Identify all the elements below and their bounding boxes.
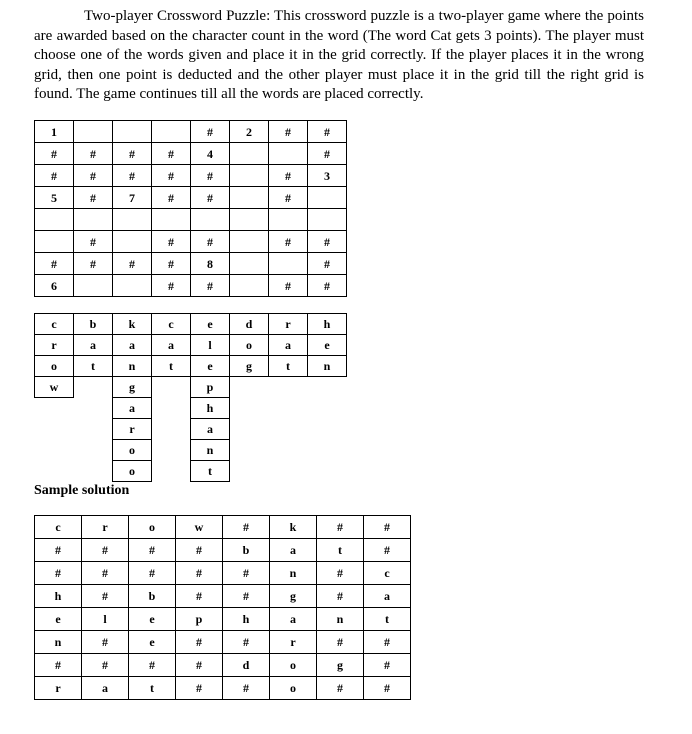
grid-cell: # xyxy=(317,631,364,654)
grid-cell: e xyxy=(129,631,176,654)
grid-row xyxy=(35,231,347,253)
grid-cell: # xyxy=(152,253,191,275)
grid-cell: # xyxy=(223,516,270,539)
sample-solution-label: Sample solution xyxy=(34,483,130,498)
grid-cell: # xyxy=(364,654,411,677)
grid-empty-space xyxy=(269,461,308,482)
grid-cell: 1 xyxy=(35,121,74,143)
grid-cell: n xyxy=(113,356,152,377)
grid-cell: # xyxy=(129,539,176,562)
grid-cell: # xyxy=(82,631,129,654)
grid-cell: o xyxy=(129,516,176,539)
grid-cell: # xyxy=(269,121,308,143)
grid-cell: # xyxy=(113,253,152,275)
grid-cell: # xyxy=(152,187,191,209)
grid-cell: # xyxy=(152,143,191,165)
grid-empty-space xyxy=(35,461,74,482)
grid-cell: r xyxy=(82,516,129,539)
grid-cell: # xyxy=(82,539,129,562)
grid-cell: # xyxy=(152,275,191,297)
grid-cell: a xyxy=(364,585,411,608)
grid-cell: g xyxy=(230,356,269,377)
grid-cell: # xyxy=(364,539,411,562)
grid-cell: t xyxy=(317,539,364,562)
puzzle-grid xyxy=(34,120,347,297)
grid-cell: # xyxy=(191,121,230,143)
grid-cell xyxy=(152,209,191,231)
grid-cell: b xyxy=(129,585,176,608)
grid-empty-space xyxy=(152,461,191,482)
grid-cell: # xyxy=(308,253,347,275)
grid-cell: o xyxy=(270,677,317,700)
grid-cell: c xyxy=(35,314,74,335)
grid-cell: a xyxy=(113,398,152,419)
grid-empty-space xyxy=(74,377,113,398)
grid-cell: # xyxy=(152,231,191,253)
grid-cell: # xyxy=(74,253,113,275)
grid-cell xyxy=(113,275,152,297)
grid-cell xyxy=(230,143,269,165)
grid-row xyxy=(35,654,411,677)
grid-cell: h xyxy=(191,398,230,419)
grid-cell: c xyxy=(364,562,411,585)
grid-cell: # xyxy=(223,631,270,654)
grid-cell: e xyxy=(35,608,82,631)
sample-solution-grid xyxy=(34,515,411,700)
grid-row xyxy=(35,608,411,631)
grid-cell: # xyxy=(35,562,82,585)
grid-cell: # xyxy=(308,143,347,165)
grid-row xyxy=(35,121,347,143)
grid-cell: # xyxy=(176,562,223,585)
grid-cell: # xyxy=(113,143,152,165)
grid-row xyxy=(35,461,347,482)
grid-cell: 8 xyxy=(191,253,230,275)
grid-cell: # xyxy=(82,585,129,608)
grid-cell xyxy=(308,209,347,231)
grid-cell: # xyxy=(176,585,223,608)
grid-cell: # xyxy=(317,516,364,539)
grid-cell xyxy=(35,209,74,231)
grid-cell: c xyxy=(152,314,191,335)
grid-row xyxy=(35,143,347,165)
grid-row xyxy=(35,356,347,377)
grid-row xyxy=(35,585,411,608)
grid-empty-space xyxy=(74,461,113,482)
grid-cell xyxy=(152,121,191,143)
grid-cell: t xyxy=(364,608,411,631)
grid-cell xyxy=(230,275,269,297)
grid-cell: 2 xyxy=(230,121,269,143)
grid-empty-space xyxy=(308,377,347,398)
word-bank-grid xyxy=(34,313,347,482)
grid-cell: # xyxy=(269,231,308,253)
grid-cell: r xyxy=(269,314,308,335)
grid-cell xyxy=(74,121,113,143)
grid-row xyxy=(35,377,347,398)
grid-cell: c xyxy=(35,516,82,539)
grid-cell: # xyxy=(35,165,74,187)
grid-cell xyxy=(113,209,152,231)
grid-cell: d xyxy=(230,314,269,335)
grid-cell: # xyxy=(308,275,347,297)
grid-cell: # xyxy=(129,562,176,585)
grid-cell: 5 xyxy=(35,187,74,209)
grid-empty-space xyxy=(230,461,269,482)
grid-empty-space xyxy=(74,440,113,461)
grid-cell: p xyxy=(176,608,223,631)
grid-empty-space xyxy=(308,419,347,440)
grid-cell: # xyxy=(269,275,308,297)
grid-cell: # xyxy=(223,585,270,608)
grid-cell: # xyxy=(74,231,113,253)
grid-cell: # xyxy=(308,121,347,143)
grid-cell: # xyxy=(364,631,411,654)
grid-cell xyxy=(191,209,230,231)
grid-cell: # xyxy=(74,165,113,187)
grid-cell: # xyxy=(152,165,191,187)
grid-cell: # xyxy=(82,654,129,677)
grid-cell: # xyxy=(35,253,74,275)
intro-text: Two-player Crossword Puzzle: This crossword puzzle is a two-player game where the points are awarded based on the character count in the word (The word Cat gets 3 points). The player must choose one of the words given and place it in the grid correctly. If the player places it in the wrong grid, then one point is deducted and the other player must place it in the grid till the right grid is found. The game continues till all the words are placed correctly. xyxy=(34,8,644,102)
grid-cell xyxy=(308,187,347,209)
grid-row xyxy=(35,209,347,231)
grid-empty-space xyxy=(308,461,347,482)
grid-cell: # xyxy=(317,562,364,585)
grid-cell: o xyxy=(113,461,152,482)
grid-cell: w xyxy=(35,377,74,398)
grid-cell: n xyxy=(35,631,82,654)
grid-cell: # xyxy=(74,187,113,209)
grid-cell: r xyxy=(270,631,317,654)
grid-cell: # xyxy=(176,654,223,677)
grid-cell: o xyxy=(270,654,317,677)
grid-row xyxy=(35,539,411,562)
grid-row xyxy=(35,562,411,585)
grid-cell: b xyxy=(74,314,113,335)
grid-empty-space xyxy=(152,440,191,461)
grid-empty-space xyxy=(269,419,308,440)
grid-cell: # xyxy=(129,654,176,677)
grid-cell: # xyxy=(308,231,347,253)
grid-cell: n xyxy=(308,356,347,377)
grid-cell: # xyxy=(35,654,82,677)
grid-cell: e xyxy=(308,335,347,356)
grid-empty-space xyxy=(269,398,308,419)
grid-cell: o xyxy=(113,440,152,461)
grid-cell: t xyxy=(129,677,176,700)
grid-cell: # xyxy=(269,165,308,187)
grid-cell xyxy=(230,165,269,187)
grid-empty-space xyxy=(230,440,269,461)
grid-cell: 6 xyxy=(35,275,74,297)
grid-empty-space xyxy=(35,419,74,440)
grid-cell: r xyxy=(35,335,74,356)
grid-cell: h xyxy=(223,608,270,631)
grid-cell: # xyxy=(82,562,129,585)
grid-cell: o xyxy=(230,335,269,356)
grid-cell xyxy=(269,253,308,275)
grid-empty-space xyxy=(308,398,347,419)
grid-cell: t xyxy=(74,356,113,377)
grid-empty-space xyxy=(269,377,308,398)
grid-cell xyxy=(74,275,113,297)
grid-cell: # xyxy=(35,539,82,562)
grid-cell: t xyxy=(152,356,191,377)
grid-cell: # xyxy=(35,143,74,165)
grid-cell: # xyxy=(317,585,364,608)
grid-cell: p xyxy=(191,377,230,398)
grid-cell: a xyxy=(269,335,308,356)
grid-cell xyxy=(113,121,152,143)
grid-cell xyxy=(269,209,308,231)
grid-cell: e xyxy=(191,356,230,377)
grid-empty-space xyxy=(230,419,269,440)
grid-cell: 7 xyxy=(113,187,152,209)
grid-cell: a xyxy=(152,335,191,356)
grid-empty-space xyxy=(230,398,269,419)
grid-empty-space xyxy=(35,398,74,419)
grid-cell: k xyxy=(113,314,152,335)
grid-cell xyxy=(269,143,308,165)
grid-empty-space xyxy=(152,398,191,419)
grid-cell: # xyxy=(364,677,411,700)
grid-cell: 3 xyxy=(308,165,347,187)
grid-cell: # xyxy=(176,539,223,562)
grid-cell: g xyxy=(113,377,152,398)
grid-cell: n xyxy=(270,562,317,585)
grid-cell: a xyxy=(191,419,230,440)
grid-row xyxy=(35,516,411,539)
grid-empty-space xyxy=(74,419,113,440)
grid-cell: # xyxy=(191,165,230,187)
grid-row xyxy=(35,165,347,187)
grid-cell: o xyxy=(35,356,74,377)
grid-cell: r xyxy=(113,419,152,440)
grid-cell: a xyxy=(74,335,113,356)
grid-cell: h xyxy=(308,314,347,335)
grid-cell: r xyxy=(35,677,82,700)
grid-row xyxy=(35,440,347,461)
grid-cell: # xyxy=(74,143,113,165)
grid-cell: b xyxy=(223,539,270,562)
grid-cell: # xyxy=(176,631,223,654)
grid-cell: l xyxy=(82,608,129,631)
grid-empty-space xyxy=(152,377,191,398)
grid-cell: a xyxy=(270,608,317,631)
grid-row xyxy=(35,253,347,275)
grid-cell: l xyxy=(191,335,230,356)
grid-cell: n xyxy=(317,608,364,631)
grid-cell: # xyxy=(223,562,270,585)
grid-row xyxy=(35,335,347,356)
grid-cell: a xyxy=(270,539,317,562)
grid-empty-space xyxy=(230,377,269,398)
grid-cell xyxy=(113,231,152,253)
grid-row xyxy=(35,677,411,700)
grid-empty-space xyxy=(35,440,74,461)
grid-cell xyxy=(230,187,269,209)
grid-row xyxy=(35,631,411,654)
grid-row xyxy=(35,187,347,209)
grid-empty-space xyxy=(269,440,308,461)
grid-row xyxy=(35,419,347,440)
grid-empty-space xyxy=(308,440,347,461)
grid-row xyxy=(35,275,347,297)
grid-cell: # xyxy=(191,275,230,297)
grid-cell: # xyxy=(191,231,230,253)
grid-cell: w xyxy=(176,516,223,539)
grid-cell: d xyxy=(223,654,270,677)
grid-cell: t xyxy=(269,356,308,377)
grid-cell: # xyxy=(191,187,230,209)
grid-cell xyxy=(230,253,269,275)
grid-cell: 4 xyxy=(191,143,230,165)
intro-paragraph xyxy=(34,7,644,105)
grid-cell: a xyxy=(82,677,129,700)
grid-cell: g xyxy=(317,654,364,677)
grid-cell: # xyxy=(176,677,223,700)
grid-cell: e xyxy=(191,314,230,335)
grid-cell xyxy=(230,209,269,231)
grid-empty-space xyxy=(152,419,191,440)
grid-cell: # xyxy=(317,677,364,700)
grid-cell: # xyxy=(223,677,270,700)
grid-cell: k xyxy=(270,516,317,539)
grid-cell xyxy=(35,231,74,253)
grid-cell xyxy=(230,231,269,253)
grid-cell: a xyxy=(113,335,152,356)
grid-cell: e xyxy=(129,608,176,631)
grid-cell: h xyxy=(35,585,82,608)
grid-cell xyxy=(74,209,113,231)
grid-cell: g xyxy=(270,585,317,608)
grid-cell: n xyxy=(191,440,230,461)
grid-row xyxy=(35,398,347,419)
grid-cell: # xyxy=(269,187,308,209)
grid-empty-space xyxy=(74,398,113,419)
grid-cell: # xyxy=(113,165,152,187)
grid-cell: t xyxy=(191,461,230,482)
grid-cell: # xyxy=(364,516,411,539)
grid-row xyxy=(35,314,347,335)
